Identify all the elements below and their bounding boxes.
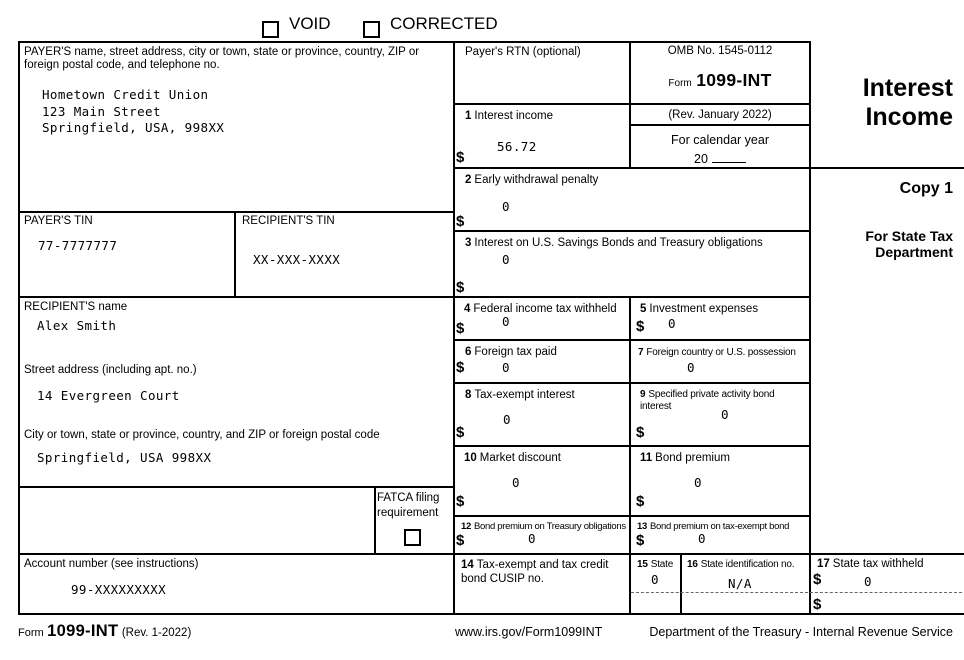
box2-dollar: $	[456, 213, 465, 230]
payer-name-value: Hometown Credit Union	[42, 87, 209, 102]
state-row-dashed-line	[631, 592, 962, 593]
box11-label: 11 Bond premium	[640, 452, 730, 464]
box15-value: 0	[651, 572, 659, 587]
box2-value: 0	[502, 199, 510, 214]
footer-agency: Department of the Treasury - Internal Revenue Service	[649, 625, 953, 639]
divider-line	[18, 41, 811, 43]
divider-line	[453, 103, 811, 105]
box13-dollar: $	[636, 532, 645, 549]
calendar-year-prefix: 20	[694, 152, 708, 166]
box4-dollar: $	[456, 320, 465, 337]
void-label: VOID	[289, 14, 331, 33]
divider-line	[18, 553, 964, 555]
footer-form-revision: (Rev. 1-2022)	[121, 627, 192, 639]
box17-label: 17 State tax withheld	[817, 558, 924, 570]
box7-label: 7 Foreign country or U.S. possession	[638, 347, 796, 358]
divider-line	[629, 124, 811, 126]
divider-line	[453, 445, 811, 447]
box2-label: 2 Early withdrawal penalty	[465, 174, 599, 186]
divider-line	[629, 296, 631, 615]
box10-label: 10 Market discount	[464, 452, 561, 464]
divider-line	[18, 486, 455, 488]
recipient-city-value: Springfield, USA 998XX	[37, 450, 212, 465]
recipient-street-label: Street address (including apt. no.)	[24, 364, 197, 376]
box1-value: 56.72	[497, 139, 537, 154]
box3-value: 0	[502, 252, 510, 267]
calendar-year-blank	[712, 151, 746, 163]
recipient-name-value: Alex Smith	[37, 318, 117, 333]
box13-value: 0	[698, 531, 706, 546]
divider-line	[18, 41, 20, 615]
box5-dollar: $	[636, 318, 645, 335]
box12-dollar: $	[456, 532, 465, 549]
box6-label: 6 Foreign tax paid	[465, 346, 557, 358]
payer-city-value: Springfield, USA, 998XX	[42, 120, 225, 135]
box1-dollar: $	[456, 149, 465, 166]
box5-value: 0	[668, 316, 676, 331]
fatca-checkbox[interactable]	[404, 529, 421, 546]
footer-url[interactable]: www.irs.gov/Form1099INT	[455, 625, 603, 639]
divider-line	[453, 41, 455, 615]
copy-for-label	[805, 228, 953, 260]
box7-value: 0	[687, 360, 695, 375]
copy-label: Copy 1	[899, 180, 953, 197]
divider-line	[18, 613, 964, 615]
divider-line	[18, 296, 811, 298]
divider-line	[18, 211, 455, 213]
box1-label: 1 Interest income	[465, 110, 554, 122]
divider-line	[453, 230, 811, 232]
account-number-label: Account number (see instructions)	[24, 558, 199, 570]
box17-dollar2: $	[813, 596, 822, 613]
divider-line	[453, 339, 811, 341]
footer-form-number: 1099-INT	[47, 622, 119, 640]
box6-value: 0	[502, 360, 510, 375]
box17-dollar: $	[813, 571, 822, 588]
box13-label: 13 Bond premium on tax-exempt bond	[637, 521, 790, 532]
recipient-street-value: 14 Evergreen Court	[37, 388, 180, 403]
payer-rtn-label: Payer's RTN (optional)	[465, 46, 581, 58]
divider-line	[453, 382, 811, 384]
omb-number: OMB No. 1545-0112	[667, 45, 773, 57]
payer-tin-label: PAYER'S TIN	[24, 215, 93, 227]
box6-dollar: $	[456, 359, 465, 376]
box12-label: 12 Bond premium on Treasury obligations	[461, 521, 626, 532]
recipient-tin-value: XX-XXX-XXXX	[253, 252, 341, 267]
corrected-label: CORRECTED	[390, 14, 498, 33]
payer-street-value: 123 Main Street	[42, 104, 161, 119]
recipient-tin-label: RECIPIENT'S TIN	[242, 215, 335, 227]
divider-line	[453, 515, 811, 517]
footer-form-id	[18, 622, 191, 641]
box15-label: 15 State	[637, 559, 674, 570]
footer-form-word: Form	[18, 627, 44, 639]
fatca-label-line2: requirement	[377, 507, 439, 519]
divider-line	[374, 486, 376, 555]
box4-label: 4 Federal income tax withheld	[464, 303, 617, 315]
box12-value: 0	[528, 531, 536, 546]
box5-label: 5 Investment expenses	[640, 303, 759, 315]
account-number-value: 99-XXXXXXXXX	[71, 582, 167, 597]
fatca-label-line1: FATCA filing	[377, 492, 440, 504]
box8-label: 8 Tax-exempt interest	[465, 389, 575, 401]
divider-line	[629, 41, 631, 169]
box4-value: 0	[502, 314, 510, 329]
box11-value: 0	[694, 475, 702, 490]
form-number: 1099-INT	[696, 70, 772, 90]
box9-dollar: $	[636, 424, 645, 441]
recipient-name-label: RECIPIENT'S name	[24, 301, 128, 313]
box3-dollar: $	[456, 279, 465, 296]
calendar-year-entry	[631, 151, 809, 166]
box10-dollar: $	[456, 493, 465, 510]
form-word: Form	[668, 78, 692, 89]
void-checkbox[interactable]	[262, 21, 279, 38]
copy-for-line1: For State Tax	[865, 228, 953, 244]
recipient-city-label: City or town, state or province, country, and ZIP or foreign postal code	[24, 429, 380, 441]
box16-value: N/A	[728, 576, 752, 591]
form-title-line2: Income	[865, 103, 953, 131]
box17-value: 0	[864, 574, 872, 589]
payer-tin-value: 77-7777777	[38, 238, 118, 253]
box8-dollar: $	[456, 424, 465, 441]
form-title-line1: Interest	[862, 74, 953, 102]
box9-label: 9 Specified private activity bond interest	[640, 389, 775, 412]
payer-block-label: PAYER'S name, street address, city or town, state or province, country, ZIP or foreign postal code, and telephone no.	[24, 46, 420, 71]
box16-label: 16 State identification no.	[687, 559, 795, 570]
form-title	[805, 74, 953, 132]
copy-for-line2: Department	[875, 244, 953, 260]
box3-label: 3 Interest on U.S. Savings Bonds and Treasury obligations	[465, 237, 763, 249]
box11-dollar: $	[636, 493, 645, 510]
divider-line	[234, 211, 236, 298]
divider-line	[453, 167, 964, 169]
divider-line	[680, 553, 682, 615]
box14-label: 14 Tax-exempt and tax credit bond CUSIP no.	[461, 559, 609, 585]
corrected-checkbox[interactable]	[363, 21, 380, 38]
calendar-year-label: For calendar year	[671, 133, 769, 147]
box8-value: 0	[503, 412, 511, 427]
box9-value: 0	[721, 407, 729, 422]
form-revision: (Rev. January 2022)	[668, 109, 772, 121]
box10-value: 0	[512, 475, 520, 490]
